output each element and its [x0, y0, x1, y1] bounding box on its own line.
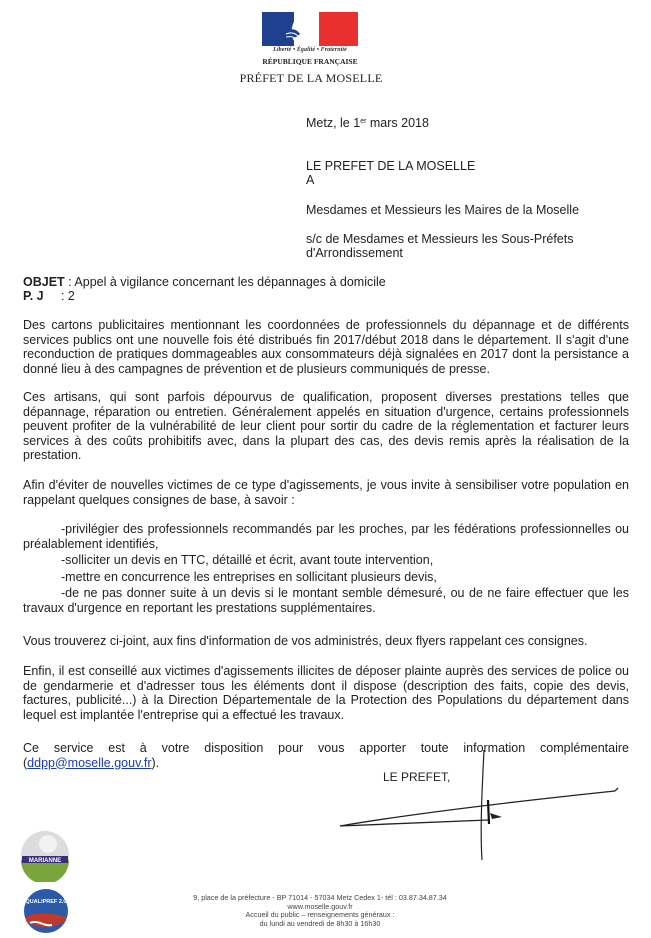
footer-address: 9, place de la préfecture - BP 71014 - 57034 Metz Cedex 1- tél : 03.87.34.87.34	[193, 893, 447, 902]
to-line: A	[306, 173, 315, 187]
marianne-label-badge-icon	[18, 828, 72, 882]
cc-line-2: d'Arrondissement	[306, 246, 403, 260]
footer-reception: Accueil du public – renseignements généraux :	[245, 910, 395, 920]
paragraph-4-text: Vous trouverez ci-joint, aux fins d'information de vos administrés, deux flyers rappelant ces consignes.	[23, 634, 588, 648]
pj-label: P. J	[23, 289, 44, 303]
footer-hours: du lundi au vendredi de 8h30 à 16h30	[259, 918, 381, 928]
advice-item: -de ne pas donner suite à un devis si le montant semble démesuré, ou de ne faire effectuer que les travaux d'urgence en reportant les prestations supplémentaires.	[23, 586, 629, 615]
date-sup: er	[360, 118, 367, 125]
objet-label: OBJET	[23, 275, 65, 289]
date-day: Metz, le 1	[306, 116, 361, 130]
qualipref-badge-icon	[22, 887, 70, 935]
pj-line	[23, 289, 629, 304]
paragraph-2-text: Ces artisans, qui sont parfois dépourvus de qualification, proposent diverses prestations telles que dépannage, réparation ou entretien. Généralement appelés en situation d'urgence, certains professionnels peuvent profiter de la vulnérabilité de leur client pour sortir du cadre de la réglementation et facturer leurs services à des coûts prohibitifs avec, dans la plupart des cas, des devis remis après la réalisation de la prestation.	[23, 390, 629, 462]
republique-francaise-logo	[262, 12, 358, 46]
sender-line: LE PREFET DE LA MOSELLE	[306, 159, 476, 173]
paragraph-3	[23, 478, 629, 507]
pj-text: : 2	[43, 289, 75, 303]
paragraph-1	[23, 318, 629, 376]
republique-francaise-label: RÉPUBLIQUE FRANÇAISE	[262, 57, 358, 66]
marianne-profile-icon	[282, 14, 322, 46]
objet-text: : Appel à vigilance concernant les dépannages à domicile	[64, 275, 386, 289]
paragraph-3-text: Afin d'éviter de nouvelles victimes de ce type d'agissements, je vous invite à sensibiliser votre population en rappelant quelques consignes de base, à savoir :	[23, 478, 629, 507]
recipient-line: Mesdames et Messieurs les Maires de la Moselle	[306, 203, 580, 217]
footer	[170, 894, 470, 928]
paragraph-5	[23, 664, 629, 722]
republic-motto: Liberté • Égalité • Fraternité	[273, 47, 347, 53]
paragraph-1-text: Des cartons publicitaires mentionnant les coordonnées de professionnels du dépannage et de différents services publics ont une nouvelle fois été distribués fin 2017/début 2018 dans le département. Il s'agit d'une reconduction de pratiques dommageables aux consommateurs déjà signalées en 2017 dont la persistance a donné lieu à des campagnes de prévention et de plusieurs communiqués de presse.	[23, 318, 629, 376]
paragraph-6-end: ).	[151, 755, 160, 770]
flag-white-band	[294, 12, 319, 46]
paragraph-2	[23, 390, 629, 463]
cc-line-1: s/c de Mesdames et Messieurs les Sous-Préfets	[306, 232, 574, 246]
advice-item: -solliciter un devis en TTC, détaillé et écrit, avant toute intervention,	[61, 553, 434, 567]
ddpp-email-link[interactable]: ddpp@moselle.gouv.fr	[27, 755, 152, 770]
advice-item: -privilégier des professionnels recommandés par les proches, par les fédérations professionnelles ou préalablement identifiés,	[23, 522, 629, 551]
paragraph-4	[23, 634, 629, 649]
paragraph-5-text: Enfin, il est conseillé aux victimes d'agissements illicites de déposer plainte auprès des services de police ou de gendarmerie et d'adresser tous les éléments dont il dispose (description des faits, copie des devis, factures, publicité...) à la Direction Départementale de la Protection des Populations du département dans lequel est implantée l'entreprise qui a effectué les travaux.	[23, 664, 629, 722]
advice-list	[23, 522, 629, 615]
badge2-label: QUALIPREF 2.0	[25, 899, 67, 905]
badge1-label: MARIANNE	[28, 858, 62, 864]
flag-red-band	[319, 12, 358, 46]
signature-icon	[330, 750, 630, 860]
subject-line	[23, 275, 629, 290]
advice-item: -mettre en concurrence les entreprises en sollicitant plusieurs devis,	[61, 569, 437, 584]
letter-date	[306, 116, 429, 130]
date-month-year: mars 2018	[366, 116, 429, 130]
footer-website: www.moselle.gouv.fr	[287, 901, 353, 911]
signature-title: LE PREFET,	[383, 770, 451, 784]
paragraph-6-text: Ce service est à votre disposition pour vous apporter toute information complémentaire (	[23, 741, 629, 770]
prefecture-name: PRÉFET DE LA MOSELLE	[239, 71, 383, 85]
